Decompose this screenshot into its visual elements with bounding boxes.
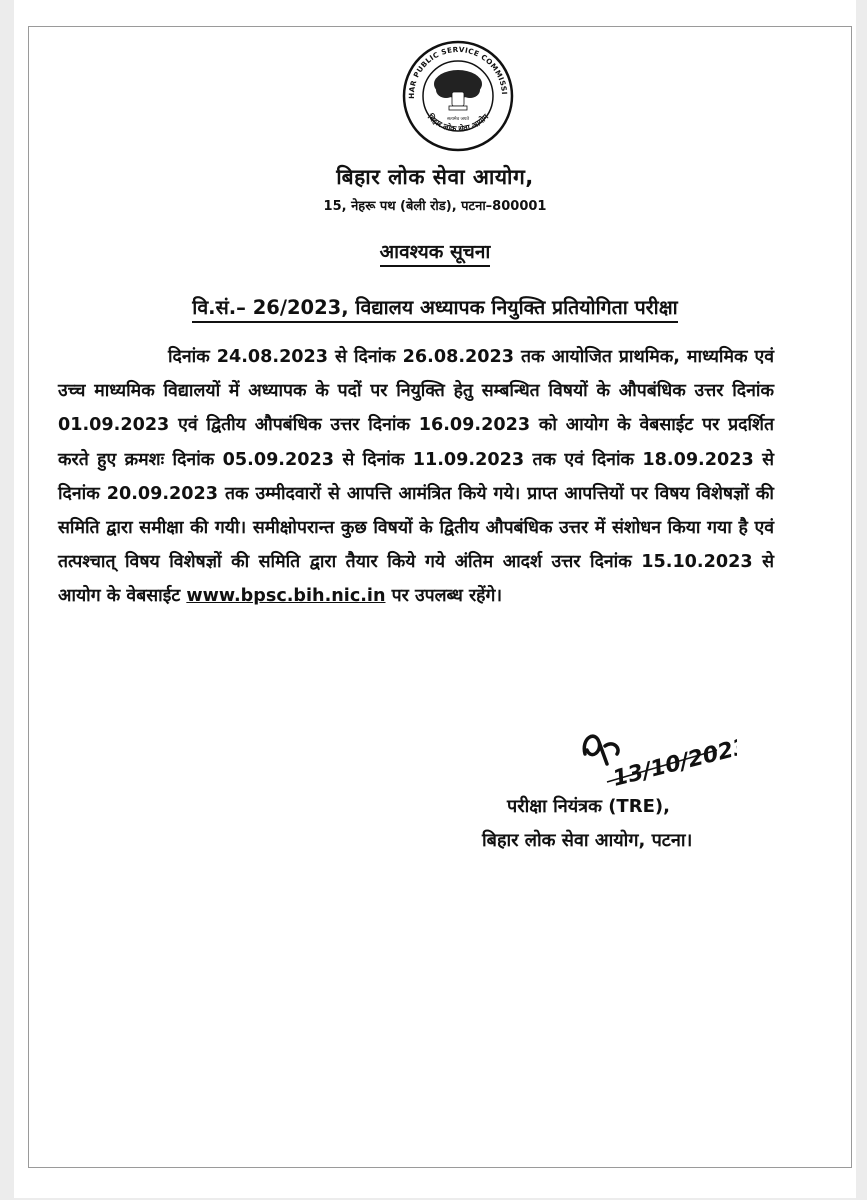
website-link[interactable]: www.bpsc.bih.nic.in [186,586,386,607]
notice-body [58,340,774,614]
handwritten-signature [577,724,737,804]
bpsc-seal-emblem [402,40,514,152]
signer-org: बिहार लोक सेवा आयोग, पटना। [482,830,693,851]
seal-icon [402,40,514,152]
notice-heading [14,238,856,264]
seal-ring-text: HAR PUBLIC SERVICE COMMISSI [406,44,510,99]
org-name: बिहार लोक सेवा आयोग, [336,165,534,189]
notice-heading-text: आवश्यक सूचना [380,241,491,267]
org-address: 15, नेहरू पथ (बेली रोड), पटना–800001 [323,199,547,214]
notice-body-end: पर उपलब्ध रहेंगे। [391,586,503,607]
seal-bottom-text: बिहार लोक सेवा आयोग [425,112,491,134]
document-sheet [14,0,856,1198]
seal-motto: सत्यमेव जयते [446,117,470,122]
signer-title: परीक्षा नियंत्रक (TRE), [507,796,670,817]
svg-text:बिहार लोक सेवा आयोग [425,111,490,134]
handwritten-date: 13/10/2023 [610,734,737,792]
notice-body-text: दिनांक 24.08.2023 से दिनांक 26.08.2023 तक आयोजित प्राथमिक, माध्यमिक एवं उच्च माध्यमिक विद्यालयों में अध्यापक के पदों पर नियुक्ति हेतु सम्बन्धित विषयों के औपबंधिक उत्तर दिनांक 01.09.2023 एवं द्वितीय औपबंधिक उत्तर दिनांक 16.09.2023 को आयोग के वेबसाईट पर प्रदर्शित करते हुए क्रमशः दिनांक 05.09.2023 से दिनांक 11.09.2023 तक एवं दिनांक 18.09.2023 से दिनांक 20.09.2023 तक उम्मीदवारों से आपत्ति आमंत्रित किये गये। प्राप्त आपत्तियों पर विषय विशेषज्ञों की समिति द्वारा समीक्षा की गयी। समीक्षोपरान्त कुछ विषयों के द्वितीय औपबंधिक उत्तर में संशोधन किया गया है एवं तत्पश्चात् विषय विशेषज्ञों की समिति द्वारा तैयार किये गये अंतिम आदर्श उत्तर दिनांक 15.10.2023 से आयोग के वेबसाईट [58,347,774,607]
notice-subject [14,293,856,320]
notice-subject-text: वि.सं.– 26/2023, विद्यालय अध्यापक नियुक्ति प्रतियोगिता परीक्षा [192,296,677,323]
